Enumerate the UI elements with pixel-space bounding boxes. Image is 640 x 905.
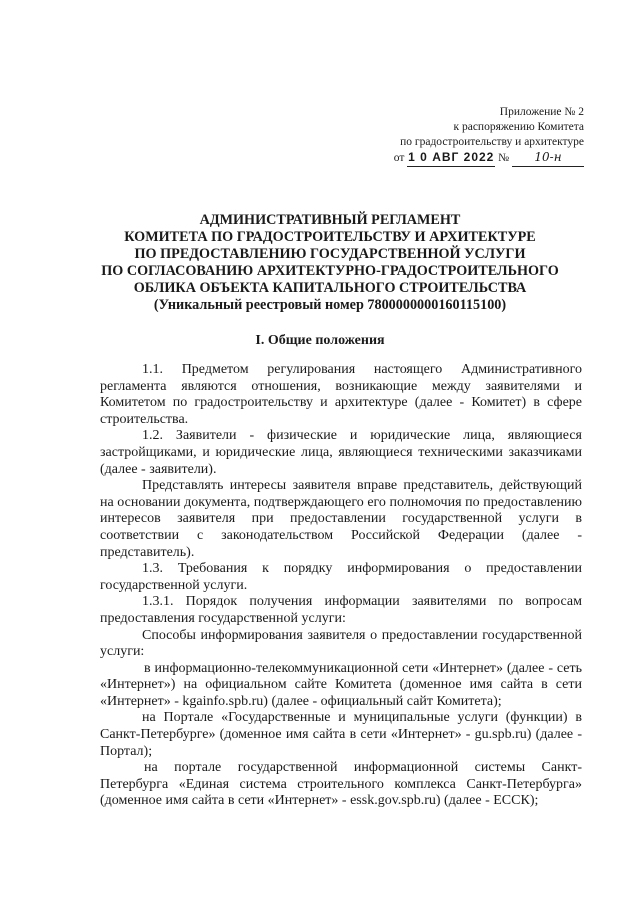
paragraph: в информационно-телекоммуникационной сети «Интернет» (далее - сеть «Интернет») на официальном сайте Комитета (доменное имя сайта в сети «Интернет» - kgainfo.spb.ru) (далее - официальный сайт Комитета);	[100, 660, 582, 709]
title-line: ПО ПРЕДОСТАВЛЕНИЮ ГОСУДАРСТВЕННОЙ УСЛУГИ	[134, 246, 526, 262]
paragraph: 1.3.1. Порядок получения информации заявителями по вопросам предоставления государственной услуги:	[100, 594, 582, 626]
date-prefix: от	[393, 152, 405, 164]
number-value: 10-н	[534, 150, 562, 164]
number-prefix: №	[498, 152, 510, 164]
paragraph: Представлять интересы заявителя вправе представитель, действующий на основании документа, подтверждающего его полномочия по предоставлению интересов заявителя при предоставлении государственной услуги в соответствии с законодательством Российской Федерации (далее - представитель).	[100, 478, 582, 560]
paragraph: 1.2. Заявители - физические и юридические лица, являющиеся застройщиками, и юридические лица, являющиеся техническими заказчиками (далее - заявители).	[100, 428, 582, 477]
appendix-date-line	[394, 150, 584, 167]
section-heading: I. Общие положения	[255, 333, 385, 348]
paragraph: Способы информирования заявителя о предоставлении государственной услуги:	[100, 627, 582, 660]
document-body	[100, 362, 582, 810]
appendix-label: Приложение № 2	[499, 106, 584, 118]
appendix-committee: по градостроительству и архитектуре	[400, 136, 584, 148]
date-value: 1 0 АВГ 2022	[408, 150, 495, 164]
title-line: КОМИТЕТА ПО ГРАДОСТРОИТЕЛЬСТВУ И АРХИТЕКТУРЕ	[124, 229, 536, 245]
paragraph: 1.1. Предметом регулирования настоящего Административного регламента являются отношения, возникающие между заявителями и Комитетом по градостроительству и архитектуре (далее - Комитет) в сфере строительства.	[100, 362, 582, 427]
appendix-block	[394, 105, 584, 167]
title-line: ОБЛИКА ОБЪЕКТА КАПИТАЛЬНОГО СТРОИТЕЛЬСТВА	[133, 280, 527, 296]
title-registry-number: (Уникальный реестровый номер 7800000000160115100)	[153, 297, 507, 313]
paragraph: на портале государственной информационной системы Санкт-Петербурга «Единая система строительного комплекса Санкт-Петербурга» (доменное имя сайта в сети «Интернет» - essk.gov.spb.ru) (далее - ЕССК);	[100, 760, 582, 809]
document-title	[60, 212, 600, 314]
paragraph: 1.3. Требования к порядку информирования о предоставлении государственной услуги.	[100, 561, 582, 593]
title-line: ПО СОГЛАСОВАНИЮ АРХИТЕКТУРНО-ГРАДОСТРОИТЕЛЬНОГО	[101, 263, 559, 279]
appendix-order-ref: к распоряжению Комитета	[453, 121, 584, 133]
title-line: АДМИНИСТРАТИВНЫЙ РЕГЛАМЕНТ	[199, 212, 461, 228]
paragraph: на Портале «Государственные и муниципальные услуги (функции) в Санкт-Петербурге» (доменное имя сайта в сети «Интернет» - gu.spb.ru) (далее - Портал);	[100, 710, 582, 759]
